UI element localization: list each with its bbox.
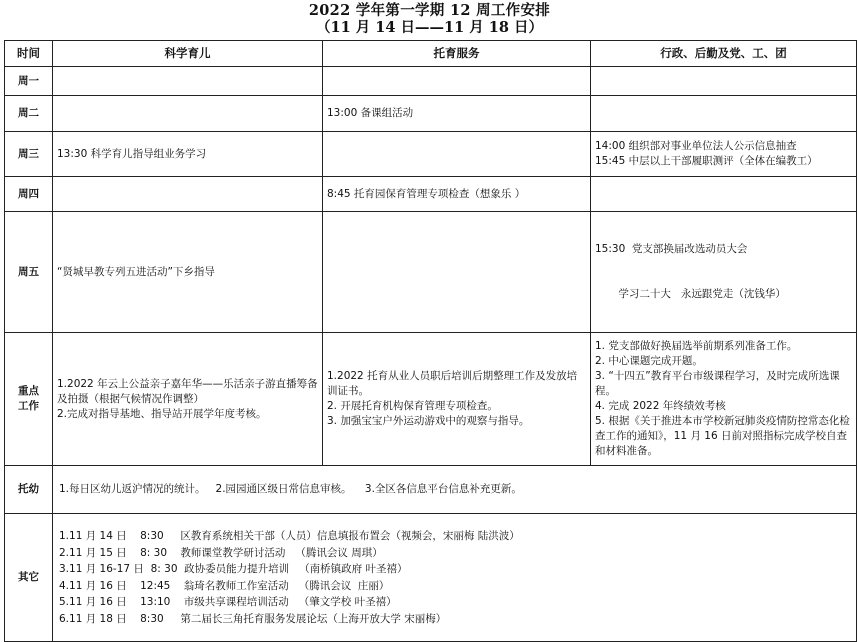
science-cell: [53, 212, 323, 333]
table-row-tuoyou: [5, 466, 857, 514]
other-item: 4.11 月 16 日 12:45 翁琦名教师工作室活动 （腾讯会议 庄丽）: [59, 579, 390, 592]
header-row: [5, 41, 857, 67]
table-row: [5, 177, 857, 212]
key-work-item: 5. 根据《关于推进本市学校新冠肺炎疫情防控常态化检查工作的通知》，11 月 16 日前对照指标完成学校自查和材料准备。: [595, 415, 850, 457]
science-cell: [53, 96, 323, 132]
table-row-other: [5, 514, 857, 642]
childcare-cell: [323, 132, 591, 177]
column-header-admin: 行政、后勤及党、工、团: [591, 41, 857, 67]
key-work-item: 1.2022 年云上公益亲子嘉年华——乐活亲子游直播筹备及拍摄（根据气候情况作调整）: [57, 377, 318, 405]
science-cell: [53, 333, 323, 466]
key-work-label-line: 工作: [18, 400, 39, 412]
tuoyou-text: 1.每日区幼儿返沪情况的统计。 2.园园通区级日常信息审核。 3.全区各信息平台信息补充更新。: [59, 483, 522, 495]
column-header-childcare: 托育服务: [323, 41, 591, 67]
admin-cell: [591, 177, 857, 212]
schedule-entry: 15:30 党支部换届改选动员大会: [595, 243, 748, 255]
day-label: 周五: [5, 212, 53, 333]
admin-cell: [591, 67, 857, 96]
other-cell: [53, 514, 857, 642]
table-row-key-work: [5, 333, 857, 466]
childcare-cell: [323, 333, 591, 466]
science-cell: [53, 177, 323, 212]
day-label: 托幼: [5, 466, 53, 514]
schedule-entry: “贤城早教专列五进活动”下乡指导: [57, 265, 215, 278]
key-work-item: 4. 完成 2022 年终绩效考核: [595, 400, 726, 412]
key-work-item: 2. 开展托育机构保育管理专项检查。: [327, 400, 498, 412]
key-work-label-line: 重点: [18, 385, 39, 397]
day-label: 其它: [5, 514, 53, 642]
day-label: 周一: [5, 67, 53, 96]
admin-cell: [591, 333, 857, 466]
table-row: [5, 67, 857, 96]
key-work-item: 2. 中心课题完成开题。: [595, 355, 703, 367]
key-work-item: 3. 加强宝宝户外运动游戏中的观察与指导。: [327, 415, 530, 427]
document-subtitle: （11 月 14 日——11 月 18 日）: [315, 19, 543, 36]
table-row: [5, 132, 857, 177]
key-work-item: 1.2022 托育从业人员职后培训后期整理工作及发放培训证书。: [327, 370, 578, 397]
table-row: [5, 212, 857, 333]
other-item: 2.11 月 15 日 8: 30 教师课堂教学研讨活动 （腾讯会议 周琪）: [59, 546, 383, 559]
admin-cell: [591, 212, 857, 333]
day-label: [5, 333, 53, 466]
science-cell: [53, 67, 323, 96]
schedule-table: [4, 40, 857, 642]
schedule-entry: 14:00 组织部对事业单位法人公示信息抽查: [595, 140, 797, 152]
day-label: 周二: [5, 96, 53, 132]
day-label: 周四: [5, 177, 53, 212]
key-work-item: 2.完成对指导基地、指导站开展学年度考核。: [57, 407, 267, 420]
column-header-science: 科学育儿: [53, 41, 323, 67]
other-item: 5.11 月 16 日 13:10 市级共享课程培训活动 （肇文学校 叶圣禧）: [59, 596, 397, 608]
key-work-item: 1. 党支部做好换届选举前期系列准备工作。: [595, 340, 798, 352]
schedule-entry: 13:00 备课组活动: [327, 107, 414, 119]
column-header-time: 时间: [5, 41, 53, 67]
day-label: 周三: [5, 132, 53, 177]
schedule-entry: 学习二十大 永远跟党走（沈钱华）: [595, 288, 786, 300]
schedule-entry: 13:30 科学育儿指导组业务学习: [57, 147, 207, 160]
other-item: 6.11 月 18 日 8:30 第二届长三角托育服务发展论坛（上海开放大学 宋丽梅）: [59, 612, 447, 625]
document-title: 2022 学年第一学期 12 周工作安排: [308, 2, 551, 19]
schedule-entry: 8:45 托育园保育管理专项检查（想象乐 ）: [327, 187, 526, 200]
tuoyou-cell: [53, 466, 857, 514]
childcare-cell: [323, 67, 591, 96]
admin-cell: [591, 132, 857, 177]
table-row: [5, 96, 857, 132]
childcare-cell: [323, 177, 591, 212]
key-work-item: 3. “十四五”教育平台市级课程学习，及时完成所选课程。: [595, 370, 840, 397]
childcare-cell: [323, 212, 591, 333]
other-item: 3.11 月 16-17 日 8: 30 政协委员能力提升培训 （南桥镇政府 叶圣禧）: [59, 563, 408, 575]
childcare-cell: [323, 96, 591, 132]
science-cell: [53, 132, 323, 177]
admin-cell: [591, 96, 857, 132]
schedule-entry: 15:45 中层以上干部履职测评（全体在编教工）: [595, 155, 818, 167]
other-item: 1.11 月 14 日 8:30 区教育系统相关干部（人员）信息填报布置会（视频会，宋丽梅 陆洪波）: [59, 530, 520, 542]
document-header: [0, 2, 859, 36]
